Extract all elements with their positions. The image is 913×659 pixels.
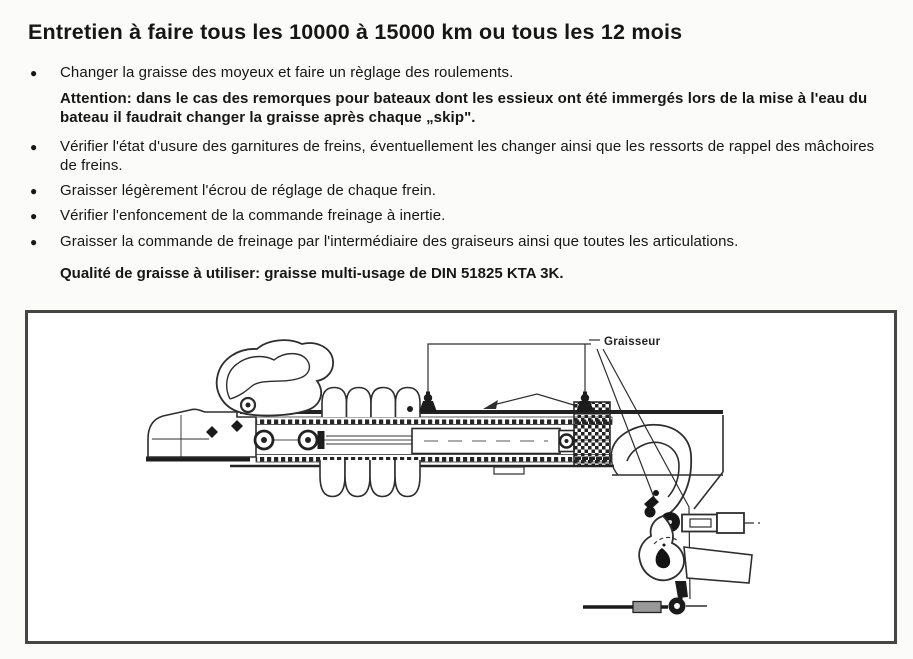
coupling-diagram: [28, 313, 894, 641]
bullet-icon: ●: [30, 183, 38, 198]
cable-eyelet: [583, 581, 707, 615]
bullet-icon: ●: [30, 209, 38, 223]
list-item-text: Changer la graisse des moyeux et faire un règlage des roulements.: [60, 64, 514, 81]
coupling-head: [148, 409, 256, 459]
list-item: [30, 63, 889, 84]
list-item-text: Vérifier l'état d'usure des garnitures de freins, éventuellement les changer ainsi que les ressorts de rappel des mâchoires de freins.: [60, 137, 875, 174]
bullet-icon: ●: [30, 139, 38, 154]
bellows: [320, 388, 420, 497]
list-item: [30, 137, 889, 176]
grease-nipple-front: [419, 392, 437, 413]
list-item-text: Vérifier l'enfoncement de la commande freinage à inertie.: [60, 207, 446, 224]
list-item: [30, 206, 889, 227]
list-item-text: Graisser la commande de freinage par l'intermédiaire des graiseurs ainsi que toutes les articulations.: [60, 232, 739, 250]
figure-label-graisseur: Graisseur: [604, 336, 661, 348]
coupling-handle: [217, 340, 333, 415]
maintenance-list: [28, 63, 889, 252]
list-item: [30, 232, 889, 253]
bullet-icon: ●: [30, 66, 38, 80]
bullet-spacer: [30, 89, 60, 128]
figure-box: [25, 310, 897, 644]
list-item-text: Graisser légèrement l'écrou de réglage de chaque frein.: [60, 181, 437, 199]
attention-note-text: Attention: dans le cas des remorques pour bateaux dont les essieux ont été immergés lors de la mise à l'eau du bateau il faudrait changer la graisse après chaque „skip".: [60, 89, 868, 126]
grease-quality-note: Qualité de graisse à utiliser: graisse multi-usage de DIN 51825 KTA 3K.: [60, 265, 564, 282]
bullet-icon: ●: [30, 234, 38, 249]
clevis-rod: [682, 513, 763, 533]
list-item: [30, 181, 889, 202]
attention-note: [30, 89, 889, 128]
brake-rod-bracket: [684, 547, 752, 583]
page-title: Entretien à faire tous les 10000 à 15000 km ou tous les 12 mois: [28, 20, 683, 44]
